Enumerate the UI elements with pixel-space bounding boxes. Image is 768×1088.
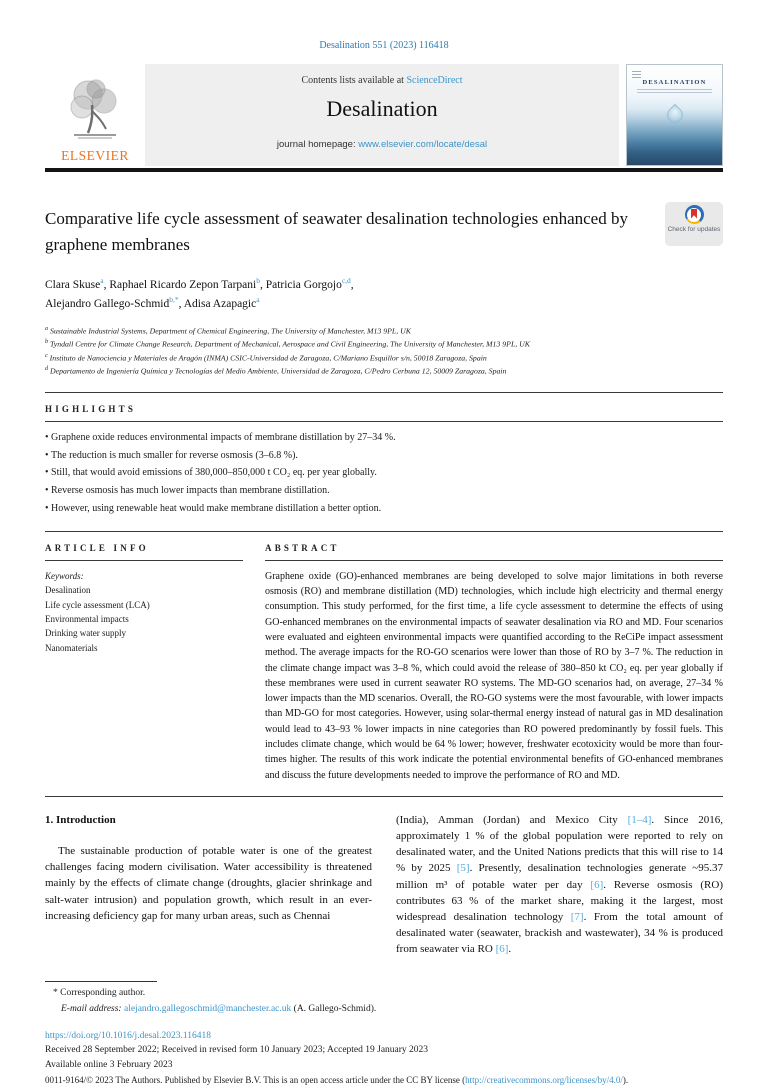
section-divider bbox=[45, 531, 723, 532]
abstract-text: Graphene oxide (GO)-enhanced membranes are being developed to solve major limitations in both reverse osmosis (RO) and membrane distillation (MD) technologies, which include high electricity and thermal energy consumption. This study performed, for the first time, a life cycle assessment to determine the effects of using GO-enhanced membranes on the environmental impacts of seawater desalination via RO and MD. Four scenarios were evaluated and eighteen environmental impacts were quantified according to the ReCiPe impact assessment method. The average impacts for the RO-GO scenarios were lower than those of RO by 3–7 %. The reduction in the climate change impact was 3–8 %, which could avoid the release of 380–850 kt CO₂ eq. per year globally if these membranes were used in current seawater RO systems. The MD-GO scenarios had, on average, 27–34 % lower impacts than the MD scenarios. Overall, the RO-GO systems were the most favourable, with lower impacts than MD-GO for most categories. However, using solar-thermal energy instead of natural gas in MD desalination would lead to 43–93 % lower impacts in nine categories than RO powered predominantly by fossil fuels. This includes climate change, which would be 64 % lower; however, freshwater ecotoxicity would be more than four-times higher. The results of this work indicate the potential environmental benefits of GO-enhanced membranes and discuss the future developments needed to improve the performance of RO and MD. bbox=[265, 570, 723, 781]
article-footer bbox=[45, 1029, 723, 1088]
sciencedirect-link[interactable]: ScienceDirect bbox=[406, 75, 463, 86]
elsevier-logo[interactable] bbox=[45, 64, 145, 166]
corresponding-author-footnote bbox=[45, 981, 723, 1016]
affiliation: $^d$ Departamento de Ingeniería Química y Tecnologías del Medio Ambiente, Universidad de Zaragoza, C/Pedro Cerbuna 12, 50009 Zaragoza, Spain bbox=[45, 366, 507, 376]
section-divider bbox=[45, 796, 723, 797]
keyword: Life cycle assessment (LCA) bbox=[45, 599, 150, 610]
article-body bbox=[45, 812, 723, 957]
author-affil-marker[interactable]: c,d bbox=[341, 275, 351, 285]
highlights-heading: HIGHLIGHTS bbox=[45, 403, 137, 414]
highlight-item: • The reduction is much smaller for reverse osmosis (3–6.8 %). bbox=[45, 447, 723, 465]
journal-cover-thumbnail[interactable] bbox=[626, 64, 723, 166]
affiliation: $^c$ Instituto de Nanociencia y Materiales de Aragón (INMA) CSIC-Universidad de Zaragoza, C/Mariano Esquillor s/n, 50018 Zaragoza, Spain bbox=[45, 352, 487, 363]
highlights-list bbox=[45, 429, 723, 518]
elsevier-tree-icon bbox=[62, 75, 128, 147]
footnote-rule bbox=[45, 981, 157, 982]
author-list bbox=[45, 275, 723, 314]
cover-title: DESALINATION bbox=[642, 79, 707, 86]
introduction-continued: (India), Amman (Jordan) and Mexico City [1–4]. Since 2016, approximately 1 % of the global population were reported to rely on desalinated water, and the United Nations predicts that this will rise to 14 % by 2025 [5]. Presently, desalination technologies generate ~95.37 million m³ of potable water per day [6]. Reverse osmosis (RO) contributes 63 % of the market share, making it the largest, most widespread desalination technology [7]. From the total amount of desalinated water (seawater, brackish and wastewater), 34 % is produced from seawater via RO [6]. bbox=[396, 813, 724, 956]
author-affil-marker[interactable]: a bbox=[256, 295, 260, 305]
author: Alejandro Gallego-Schmid$^{b,*}$, bbox=[45, 295, 184, 311]
author: Raphael Ricardo Zepon Tarpani$^b$, bbox=[109, 275, 266, 291]
running-head-citation bbox=[45, 0, 723, 51]
article-info-heading: ARTICLE INFO bbox=[45, 542, 149, 553]
author-affil-marker[interactable]: b bbox=[256, 275, 260, 285]
highlight-item: • However, using renewable heat would make membrane distillation a better option. bbox=[45, 500, 723, 518]
introduction-heading: 1. Introduction bbox=[45, 813, 116, 826]
affiliation-list bbox=[45, 325, 723, 379]
keyword: Drinking water supply bbox=[45, 628, 126, 639]
contents-prefix: Contents lists available at bbox=[301, 75, 407, 86]
citation-link[interactable]: Desalination 551 (2023) 116418 bbox=[319, 40, 449, 51]
license-link[interactable]: http://creativecommons.org/licenses/by/4.0/ bbox=[465, 1074, 623, 1085]
check-for-updates-badge[interactable] bbox=[665, 202, 723, 246]
author: Patricia Gorgojo$^{c,d}$, bbox=[265, 275, 354, 291]
info-abstract-section bbox=[45, 543, 723, 783]
article-info-rule bbox=[45, 560, 243, 561]
author: Adisa Azapagic$^a$ bbox=[183, 295, 260, 311]
body-column-right bbox=[396, 812, 723, 957]
section-divider bbox=[45, 392, 723, 393]
author-line-1 bbox=[45, 275, 723, 295]
cover-publisher-mark bbox=[632, 69, 641, 78]
keywords-label: Keywords: bbox=[45, 570, 84, 581]
highlight-item: • Reverse osmosis has much lower impacts than membrane distillation. bbox=[45, 482, 723, 500]
doi-link[interactable]: https://doi.org/10.1016/j.desal.2023.116418 bbox=[45, 1030, 211, 1041]
highlight-item: • Still, that would avoid emissions of 380,000–850,000 t CO₂ eq. per year globally. bbox=[45, 464, 723, 482]
body-column-left bbox=[45, 812, 372, 957]
bookmark-icon bbox=[691, 209, 697, 219]
copyright-line: 0011-9164/© 2023 The Authors. Published by Elsevier B.V. This is an open access article under the CC BY license (http://creativecommons.org/licenses/by/4.0/). bbox=[45, 1074, 629, 1085]
homepage-line bbox=[145, 139, 619, 150]
received-dates: Received 28 September 2022; Received in revised form 10 January 2023; Accepted 19 January 2023 bbox=[45, 1045, 429, 1056]
abstract-rule bbox=[265, 560, 723, 561]
abstract-heading: ABSTRACT bbox=[265, 542, 340, 553]
article-info-column bbox=[45, 543, 243, 655]
cover-subtitle-lines bbox=[637, 89, 712, 94]
author-affil-marker[interactable]: a bbox=[100, 275, 104, 285]
available-online: Available online 3 February 2023 bbox=[45, 1060, 173, 1071]
check-for-updates-label: Check for updates bbox=[667, 226, 721, 233]
affiliation: $^b$ Tyndall Centre for Climate Change Research, Department of Mechanical, Aerospace and Civil Engineering, The University of Manchester, M13 9PL, UK bbox=[45, 339, 531, 350]
journal-banner bbox=[145, 64, 619, 166]
citation-ref[interactable]: [1–4] bbox=[627, 813, 652, 826]
water-drop-icon bbox=[663, 104, 686, 127]
journal-title: Desalination bbox=[326, 96, 438, 121]
citation-ref[interactable]: [5] bbox=[456, 862, 470, 875]
author-affil-marker[interactable]: b,* bbox=[169, 295, 179, 305]
keyword: Nanomaterials bbox=[45, 642, 98, 653]
keyword: Environmental impacts bbox=[45, 613, 129, 624]
email-label: E-mail address: bbox=[61, 1003, 122, 1014]
abstract-column bbox=[265, 543, 723, 783]
citation-ref[interactable]: [6] bbox=[495, 943, 509, 956]
citation-ref[interactable]: [6] bbox=[590, 878, 604, 891]
citation-ref[interactable]: [7] bbox=[570, 910, 584, 923]
highlights-rule bbox=[45, 421, 723, 422]
email-suffix: (A. Gallego-Schmid). bbox=[291, 1003, 377, 1014]
elsevier-wordmark: ELSEVIER bbox=[61, 148, 129, 163]
author-line-2 bbox=[45, 294, 723, 314]
corresponding-author-note: * Corresponding author. bbox=[53, 988, 146, 999]
email-link[interactable]: alejandro.gallegoschmid@manchester.ac.uk bbox=[123, 1003, 292, 1014]
contents-line bbox=[145, 75, 619, 86]
introduction-paragraph: The sustainable production of potable water is one of the greatest challenges facing modern civilisation. Water accessibility is threatened mainly by the effects of climate change (droughts, glacier shrinkage and salt-water intrusion) and population growth, which result in an ever-increasing deficiency gap for many urban areas, such as Chennai bbox=[45, 845, 372, 922]
homepage-label: journal homepage: bbox=[276, 139, 359, 150]
author: Clara Skuse$^a$, bbox=[45, 275, 110, 291]
article-title: Comparative life cycle assessment of seawater desalination technologies enhanced by graphene membranes bbox=[45, 209, 628, 255]
crossmark-icon bbox=[685, 205, 704, 224]
title-section bbox=[45, 206, 723, 259]
homepage-link[interactable]: www.elsevier.com/locate/desal bbox=[358, 139, 488, 150]
masthead-divider bbox=[45, 168, 723, 172]
keyword: Desalination bbox=[45, 585, 91, 596]
masthead bbox=[45, 64, 723, 166]
email-line bbox=[45, 1002, 723, 1017]
affiliation: $^a$ Sustainable Industrial Systems, Department of Chemical Engineering, The University of Manchester, M13 9PL, UK bbox=[45, 325, 411, 336]
highlight-item: • Graphene oxide reduces environmental impacts of membrane distillation by 27–34 %. bbox=[45, 429, 723, 447]
